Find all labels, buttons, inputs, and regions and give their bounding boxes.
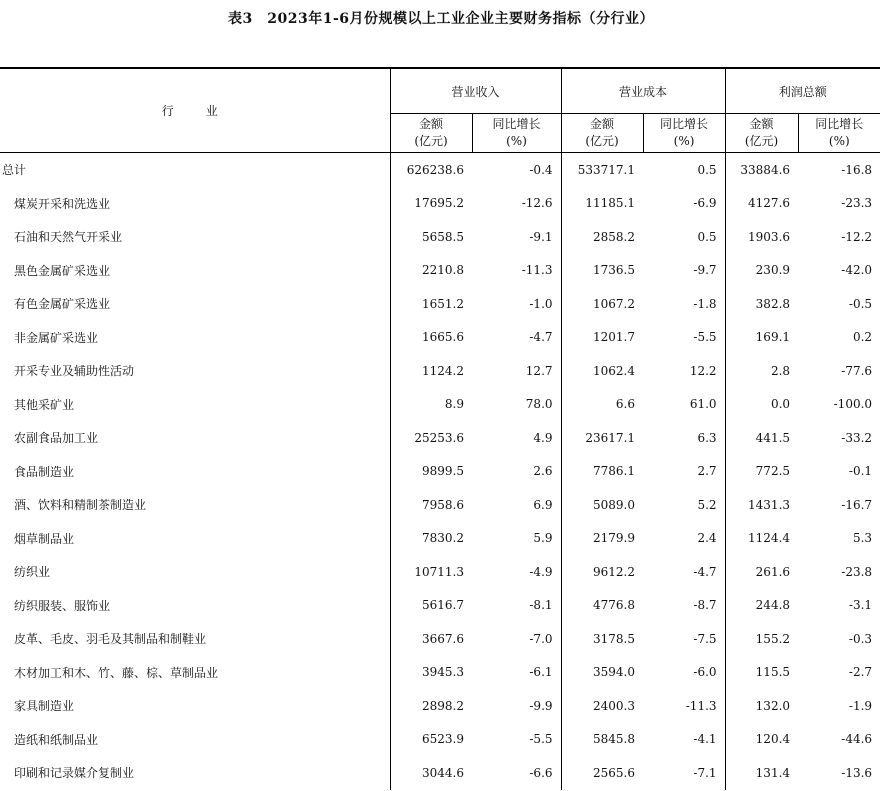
profit-amount-cell: 33884.6: [725, 153, 798, 187]
profit-growth-cell: -44.6: [841, 732, 873, 747]
profit-header: 利润总额: [725, 68, 880, 114]
profit-growth-cell: -77.6: [841, 363, 873, 378]
cost-amount-cell: 2179.9: [561, 522, 643, 556]
revenue-amount-cell: 1651.2: [390, 287, 472, 321]
profit-growth-cell: -16.7: [841, 497, 873, 512]
amount-subheader: 金额 (亿元): [725, 114, 798, 153]
cost-amount-cell: 4776.8: [561, 589, 643, 623]
industry-name: 家具制造业: [14, 699, 75, 714]
cost-growth-cell: -6.0: [693, 665, 717, 680]
profit-amount-cell: 244.8: [725, 589, 798, 623]
revenue-growth-cell: -9.9: [529, 698, 553, 713]
profit-growth-cell: -2.7: [848, 665, 873, 680]
table-row: [0, 388, 880, 422]
profit-amount-cell: 120.4: [725, 723, 798, 757]
profit-growth-cell: -100.0: [833, 397, 873, 412]
cost-growth-cell: -6.9: [693, 196, 717, 211]
cost-growth-cell: 5.2: [697, 497, 717, 512]
industry-name: 有色金属矿采选业: [14, 297, 111, 312]
cost-amount-cell: 2400.3: [561, 689, 643, 723]
financial-indicators-table: [0, 67, 880, 790]
industry-name: 纺织服装、服饰业: [14, 598, 111, 613]
table-row: [0, 354, 880, 388]
table-row: [0, 153, 880, 187]
profit-growth-cell: -1.9: [848, 698, 873, 713]
industry-name: 皮革、毛皮、羽毛及其制品和制鞋业: [14, 632, 207, 647]
cost-amount-cell: 2858.2: [561, 220, 643, 254]
revenue-amount-cell: 17695.2: [390, 187, 472, 221]
revenue-growth-cell: 12.7: [525, 363, 553, 378]
revenue-growth-cell: 5.9: [533, 531, 553, 546]
cost-growth-cell: 2.7: [697, 464, 717, 479]
cost-amount-cell: 2565.6: [561, 756, 643, 790]
profit-amount-cell: 132.0: [725, 689, 798, 723]
revenue-amount-cell: 5658.5: [390, 220, 472, 254]
revenue-growth-cell: -6.1: [529, 665, 553, 680]
industry-header: 行 业: [0, 68, 390, 153]
industry-name: 非金属矿采选业: [14, 330, 99, 345]
industry-name: 酒、饮料和精制茶制造业: [14, 498, 147, 513]
revenue-growth-cell: -5.5: [529, 732, 553, 747]
profit-growth-cell: -23.8: [841, 564, 873, 579]
table-row: [0, 488, 880, 522]
revenue-amount-cell: 6523.9: [390, 723, 472, 757]
table-body: [0, 153, 880, 790]
table-title: 表3 2023年1-6月份规模以上工业企业主要财务指标（分行业）: [228, 11, 654, 27]
table-row: [0, 287, 880, 321]
revenue-growth-cell: 2.6: [533, 464, 553, 479]
cost-growth-cell: -4.7: [693, 564, 717, 579]
profit-growth-cell: -0.3: [848, 631, 873, 646]
cost-growth-cell: -4.1: [693, 732, 717, 747]
industry-name: 黑色金属矿采选业: [14, 263, 111, 278]
profit-amount-cell: 1903.6: [725, 220, 798, 254]
profit-growth-cell: -33.2: [841, 430, 873, 445]
profit-growth-cell: 5.3: [852, 531, 873, 546]
revenue-amount-cell: 25253.6: [390, 421, 472, 455]
cost-growth-cell: -1.8: [693, 296, 717, 311]
cost-amount-cell: 11185.1: [561, 187, 643, 221]
profit-growth-cell: -42.0: [841, 263, 873, 278]
table-row: [0, 589, 880, 623]
profit-amount-cell: 155.2: [725, 622, 798, 656]
revenue-growth-cell: -11.3: [521, 263, 553, 278]
profit-growth-cell: -0.1: [848, 464, 873, 479]
profit-growth-cell: -23.3: [841, 196, 873, 211]
table-row: [0, 254, 880, 288]
cost-amount-cell: 1736.5: [561, 254, 643, 288]
table-row: [0, 689, 880, 723]
revenue-growth-cell: -1.0: [529, 296, 553, 311]
revenue-amount-cell: 1665.6: [390, 321, 472, 355]
table-row: [0, 455, 880, 489]
cost-growth-cell: 61.0: [689, 397, 717, 412]
revenue-growth-cell: -12.6: [521, 196, 553, 211]
cost-amount-cell: 1201.7: [561, 321, 643, 355]
profit-amount-cell: 382.8: [725, 287, 798, 321]
profit-growth-cell: -3.1: [848, 598, 873, 613]
industry-name: 煤炭开采和洗选业: [14, 196, 111, 211]
growth-subheader: 同比增长 (%): [472, 114, 561, 153]
industry-name: 烟草制品业: [14, 531, 75, 546]
revenue-growth-cell: -4.9: [529, 564, 553, 579]
table-row: [0, 321, 880, 355]
cost-amount-cell: 533717.1: [561, 153, 643, 187]
amount-subheader: 金额 (亿元): [561, 114, 643, 153]
revenue-amount-cell: 3945.3: [390, 656, 472, 690]
industry-name: 石油和天然气开采业: [14, 230, 123, 245]
revenue-amount-cell: 5616.7: [390, 589, 472, 623]
revenue-amount-cell: 10711.3: [390, 555, 472, 589]
profit-growth-cell: -13.6: [841, 765, 873, 780]
revenue-amount-cell: 7958.6: [390, 488, 472, 522]
cost-amount-cell: 9612.2: [561, 555, 643, 589]
cost-growth-cell: -5.5: [693, 330, 717, 345]
revenue-amount-cell: 8.9: [390, 388, 472, 422]
profit-amount-cell: 0.0: [725, 388, 798, 422]
profit-amount-cell: 441.5: [725, 421, 798, 455]
cost-growth-cell: 2.4: [697, 531, 717, 546]
revenue-amount-cell: 2898.2: [390, 689, 472, 723]
cost-growth-cell: 0.5: [697, 162, 717, 177]
revenue-amount-cell: 626238.6: [390, 153, 472, 187]
revenue-growth-cell: -7.0: [529, 631, 553, 646]
profit-amount-cell: 131.4: [725, 756, 798, 790]
cost-growth-cell: -9.7: [693, 263, 717, 278]
industry-name: 开采专业及辅助性活动: [14, 364, 135, 379]
industry-name: 印刷和记录媒介复制业: [14, 766, 135, 781]
revenue-amount-cell: 7830.2: [390, 522, 472, 556]
growth-subheader: 同比增长 (%): [798, 114, 880, 153]
cost-amount-cell: 5845.8: [561, 723, 643, 757]
cost-growth-cell: -7.1: [693, 765, 717, 780]
profit-amount-cell: 115.5: [725, 656, 798, 690]
revenue-growth-cell: 6.9: [533, 497, 553, 512]
cost-amount-cell: 23617.1: [561, 421, 643, 455]
cost-growth-cell: 0.5: [697, 229, 717, 244]
cost-amount-cell: 6.6: [561, 388, 643, 422]
table-row: [0, 522, 880, 556]
profit-growth-cell: -16.8: [841, 162, 873, 177]
profit-growth-cell: 0.2: [852, 330, 873, 345]
table-row: [0, 220, 880, 254]
profit-amount-cell: 169.1: [725, 321, 798, 355]
industry-name: 纺织业: [14, 565, 51, 580]
table-row: [0, 756, 880, 790]
profit-amount-cell: 261.6: [725, 555, 798, 589]
revenue-growth-cell: -8.1: [529, 598, 553, 613]
revenue-growth-cell: -4.7: [529, 330, 553, 345]
cost-header: 营业成本: [561, 68, 725, 114]
revenue-growth-cell: -9.1: [529, 229, 553, 244]
profit-amount-cell: 230.9: [725, 254, 798, 288]
cost-amount-cell: 3594.0: [561, 656, 643, 690]
revenue-header: 营业收入: [390, 68, 561, 114]
industry-name: 农副食品加工业: [14, 431, 99, 446]
cost-growth-cell: -7.5: [693, 631, 717, 646]
cost-growth-cell: -8.7: [693, 598, 717, 613]
profit-growth-cell: -0.5: [848, 296, 873, 311]
revenue-growth-cell: -6.6: [529, 765, 553, 780]
revenue-growth-cell: 4.9: [533, 430, 553, 445]
revenue-growth-cell: 78.0: [525, 397, 553, 412]
profit-amount-cell: 4127.6: [725, 187, 798, 221]
revenue-amount-cell: 3667.6: [390, 622, 472, 656]
table-row: [0, 622, 880, 656]
growth-subheader: 同比增长 (%): [643, 114, 725, 153]
profit-amount-cell: 2.8: [725, 354, 798, 388]
industry-name: 总计: [2, 163, 27, 178]
revenue-growth-cell: -0.4: [529, 162, 553, 177]
revenue-amount-cell: 3044.6: [390, 756, 472, 790]
cost-growth-cell: 6.3: [697, 430, 717, 445]
revenue-amount-cell: 1124.2: [390, 354, 472, 388]
industry-name: 其他采矿业: [14, 397, 75, 412]
industry-name: 造纸和纸制品业: [14, 732, 99, 747]
amount-subheader: 金额 (亿元): [390, 114, 472, 153]
industry-name: 木材加工和木、竹、藤、棕、草制品业: [14, 665, 219, 680]
cost-growth-cell: 12.2: [689, 363, 717, 378]
profit-growth-cell: -12.2: [841, 229, 873, 244]
revenue-amount-cell: 9899.5: [390, 455, 472, 489]
revenue-amount-cell: 2210.8: [390, 254, 472, 288]
industry-name: 食品制造业: [14, 464, 75, 479]
table-row: [0, 656, 880, 690]
cost-amount-cell: 1062.4: [561, 354, 643, 388]
cost-amount-cell: 3178.5: [561, 622, 643, 656]
cost-amount-cell: 1067.2: [561, 287, 643, 321]
table-row: [0, 555, 880, 589]
profit-amount-cell: 1124.4: [725, 522, 798, 556]
cost-amount-cell: 7786.1: [561, 455, 643, 489]
cost-amount-cell: 5089.0: [561, 488, 643, 522]
table-row: [0, 421, 880, 455]
cost-growth-cell: -11.3: [685, 698, 717, 713]
table-row: [0, 723, 880, 757]
profit-amount-cell: 772.5: [725, 455, 798, 489]
profit-amount-cell: 1431.3: [725, 488, 798, 522]
table-row: [0, 187, 880, 221]
